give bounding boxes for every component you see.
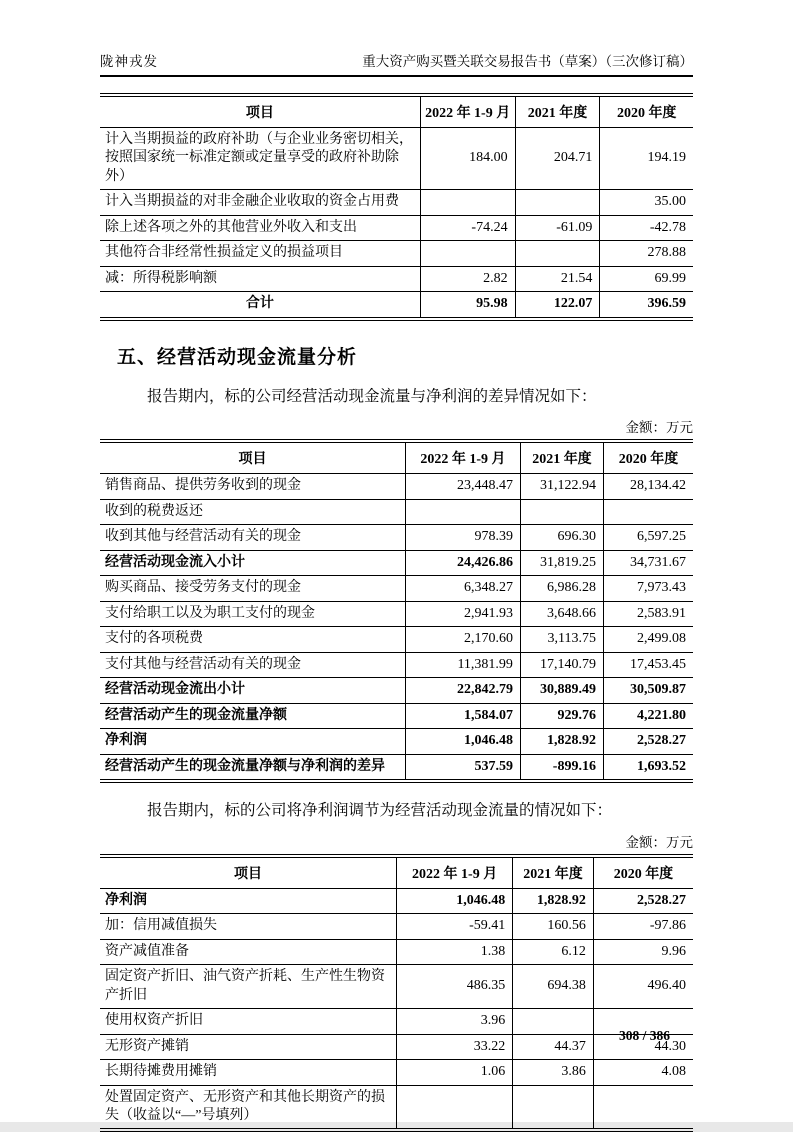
row-label: 购买商品、接受劳务支付的现金 xyxy=(100,576,405,601)
table-row xyxy=(100,652,693,677)
row-value: 278.88 xyxy=(600,241,693,266)
table-row xyxy=(100,266,693,291)
row-value: 2,528.27 xyxy=(593,888,693,913)
row-value xyxy=(420,190,515,215)
row-value: 69.99 xyxy=(600,266,693,291)
row-value: 496.40 xyxy=(593,965,693,1009)
table-row xyxy=(100,1085,693,1130)
table-row xyxy=(100,499,693,524)
row-value: 30,509.87 xyxy=(603,678,693,703)
intro-paragraph-1: 报告期内，标的公司经营活动现金流量与净利润的差异情况如下： xyxy=(147,387,597,405)
row-value: 33.22 xyxy=(397,1034,513,1059)
table-row xyxy=(100,914,693,939)
header-report-title: 重大资产购买暨关联交易报告书（草案）（三次修订稿） xyxy=(362,54,693,69)
row-label: 加：信用减值损失 xyxy=(100,914,397,939)
table-row xyxy=(100,1009,693,1034)
table-row xyxy=(100,1034,693,1059)
row-value: -74.24 xyxy=(420,215,515,240)
unit-label-1: 金额：万元 xyxy=(625,420,693,436)
table-row xyxy=(100,888,693,913)
table-row xyxy=(100,292,693,319)
row-label: 经营活动现金流入小计 xyxy=(100,550,405,575)
row-value: 3.96 xyxy=(397,1009,513,1034)
row-value xyxy=(397,1085,513,1130)
table-header-row xyxy=(100,441,693,474)
table-header-row xyxy=(100,95,693,128)
row-value: 2,499.08 xyxy=(603,627,693,652)
column-header: 2020 年度 xyxy=(603,441,693,474)
row-value xyxy=(513,1009,594,1034)
row-value: 28,134.42 xyxy=(603,474,693,499)
section-title: 五、经营活动现金流量分析 xyxy=(117,346,358,368)
row-label: 长期待摊费用摊销 xyxy=(100,1060,397,1085)
row-label: 支付的各项税费 xyxy=(100,627,405,652)
row-value: 2,528.27 xyxy=(603,729,693,754)
row-value: 30,889.49 xyxy=(520,678,603,703)
table-row xyxy=(100,128,693,190)
document-header xyxy=(100,50,693,77)
table-row xyxy=(100,703,693,728)
table-row xyxy=(100,525,693,550)
row-value: 6,597.25 xyxy=(603,525,693,550)
row-value: 1,828.92 xyxy=(520,729,603,754)
row-label: 经营活动产生的现金流量净额与净利润的差异 xyxy=(105,758,385,774)
table-row xyxy=(100,754,693,781)
row-value: 6.12 xyxy=(513,939,594,964)
row-value: 4.08 xyxy=(593,1060,693,1085)
row-value: 6,986.28 xyxy=(520,576,603,601)
row-label: 合计 xyxy=(245,296,274,312)
row-label: 净利润 xyxy=(100,888,397,913)
row-value: 2.82 xyxy=(420,266,515,291)
row-value: 3,648.66 xyxy=(520,601,603,626)
column-header: 2020 年度 xyxy=(600,95,693,128)
row-label: 其他符合非经常性损益定义的损益项目 xyxy=(100,241,420,266)
row-value: 7,973.43 xyxy=(603,576,693,601)
row-value: 31,122.94 xyxy=(520,474,603,499)
table-row xyxy=(100,601,693,626)
row-value: 2,941.93 xyxy=(405,601,520,626)
row-value: 23,448.47 xyxy=(405,474,520,499)
row-value: 3,113.75 xyxy=(520,627,603,652)
table-row xyxy=(100,678,693,703)
table-row xyxy=(100,627,693,652)
row-label: 固定资产折旧、油气资产折耗、生产性生物资产折旧 xyxy=(100,965,397,1009)
table-row xyxy=(100,939,693,964)
row-value: 194.19 xyxy=(600,128,693,190)
row-value: 44.30 xyxy=(593,1034,693,1059)
row-value: 396.59 xyxy=(600,292,693,319)
row-value: 4,221.80 xyxy=(603,703,693,728)
column-header: 2020 年度 xyxy=(593,856,693,889)
netprofit-adjustment-table xyxy=(100,854,693,1132)
row-value: 694.38 xyxy=(513,965,594,1009)
row-value: 6,348.27 xyxy=(405,576,520,601)
column-header: 2022 年 1-9 月 xyxy=(397,856,513,889)
table-row xyxy=(100,1060,693,1085)
table-row xyxy=(100,576,693,601)
row-value: 1,828.92 xyxy=(513,888,594,913)
row-value: 3.86 xyxy=(513,1060,594,1085)
column-header: 2021 年度 xyxy=(513,856,594,889)
row-label: 计入当期损益的政府补助（与企业业务密切相关，按照国家统一标准定额或定量享受的政府补助除外） xyxy=(100,128,420,190)
row-label: 净利润 xyxy=(100,729,405,754)
row-label: 收到的税费返还 xyxy=(100,499,405,524)
row-value xyxy=(520,499,603,524)
row-value: 184.00 xyxy=(420,128,515,190)
column-header: 项目 xyxy=(100,856,397,889)
row-value: 1.06 xyxy=(397,1060,513,1085)
row-value: 17,453.45 xyxy=(603,652,693,677)
row-label: 处置固定资产、无形资产和其他长期资产的损失（收益以“—”号填列） xyxy=(105,1089,385,1123)
row-value: 24,426.86 xyxy=(405,550,520,575)
column-header: 2022 年 1-9 月 xyxy=(420,95,515,128)
table-row xyxy=(100,474,693,499)
table-row xyxy=(100,965,693,1009)
row-value: -97.86 xyxy=(593,914,693,939)
row-value: 696.30 xyxy=(520,525,603,550)
row-value: 17,140.79 xyxy=(520,652,603,677)
intro-paragraph-2: 报告期内，标的公司将净利润调节为经营活动现金流量的情况如下： xyxy=(147,802,613,820)
row-label: 支付其他与经营活动有关的现金 xyxy=(100,652,405,677)
row-value xyxy=(420,241,515,266)
row-value: -899.16 xyxy=(520,754,603,781)
row-value: 35.00 xyxy=(600,190,693,215)
column-header: 项目 xyxy=(100,441,405,474)
table-row xyxy=(100,215,693,240)
operating-cashflow-table xyxy=(100,439,693,783)
table-row xyxy=(100,241,693,266)
row-value xyxy=(405,499,520,524)
row-label: 减：所得税影响额 xyxy=(100,266,420,291)
row-label: 资产减值准备 xyxy=(100,939,397,964)
row-value: 34,731.67 xyxy=(603,550,693,575)
row-value: 978.39 xyxy=(405,525,520,550)
table-row xyxy=(100,729,693,754)
row-label: 支付给职工以及为职工支付的现金 xyxy=(100,601,405,626)
row-value: 2,583.91 xyxy=(603,601,693,626)
row-value xyxy=(515,241,600,266)
row-label: 经营活动产生的现金流量净额 xyxy=(100,703,405,728)
row-value: 1,046.48 xyxy=(397,888,513,913)
row-value: -59.41 xyxy=(397,914,513,939)
column-header: 2021 年度 xyxy=(520,441,603,474)
row-value: 9.96 xyxy=(593,939,693,964)
table-row xyxy=(100,190,693,215)
row-value: 160.56 xyxy=(513,914,594,939)
row-value: 31,819.25 xyxy=(520,550,603,575)
row-value: 204.71 xyxy=(515,128,600,190)
row-label: 除上述各项之外的其他营业外收入和支出 xyxy=(100,215,420,240)
row-value: 95.98 xyxy=(420,292,515,319)
row-value: -61.09 xyxy=(515,215,600,240)
row-value xyxy=(603,499,693,524)
row-value: 2,170.60 xyxy=(405,627,520,652)
row-label: 销售商品、提供劳务收到的现金 xyxy=(100,474,405,499)
row-value: 11,381.99 xyxy=(405,652,520,677)
row-value: 1,693.52 xyxy=(603,754,693,781)
row-value: 537.59 xyxy=(405,754,520,781)
row-value xyxy=(515,190,600,215)
row-value: -42.78 xyxy=(600,215,693,240)
non-recurring-items-table xyxy=(100,93,693,321)
column-header: 2021 年度 xyxy=(515,95,600,128)
table-row xyxy=(100,550,693,575)
row-value: 1.38 xyxy=(397,939,513,964)
table-header-row xyxy=(100,856,693,889)
page-number: 308 / 386 xyxy=(618,1028,670,1043)
column-header: 2022 年 1-9 月 xyxy=(405,441,520,474)
row-value: 21.54 xyxy=(515,266,600,291)
row-value xyxy=(593,1085,693,1130)
row-value: 929.76 xyxy=(520,703,603,728)
row-label: 收到其他与经营活动有关的现金 xyxy=(100,525,405,550)
column-header: 项目 xyxy=(100,95,420,128)
row-value: 1,584.07 xyxy=(405,703,520,728)
row-label: 计入当期损益的对非金融企业收取的资金占用费 xyxy=(100,190,420,215)
row-label: 使用权资产折旧 xyxy=(100,1009,397,1034)
row-value: 22,842.79 xyxy=(405,678,520,703)
header-company-name: 陇神戎发 xyxy=(100,54,158,69)
row-value: 1,046.48 xyxy=(405,729,520,754)
row-value: 44.37 xyxy=(513,1034,594,1059)
row-label: 无形资产摊销 xyxy=(100,1034,397,1059)
row-label: 经营活动现金流出小计 xyxy=(100,678,405,703)
row-value: 122.07 xyxy=(515,292,600,319)
unit-label-2: 金额：万元 xyxy=(625,834,693,850)
row-value xyxy=(513,1085,594,1130)
row-value: 486.35 xyxy=(397,965,513,1009)
